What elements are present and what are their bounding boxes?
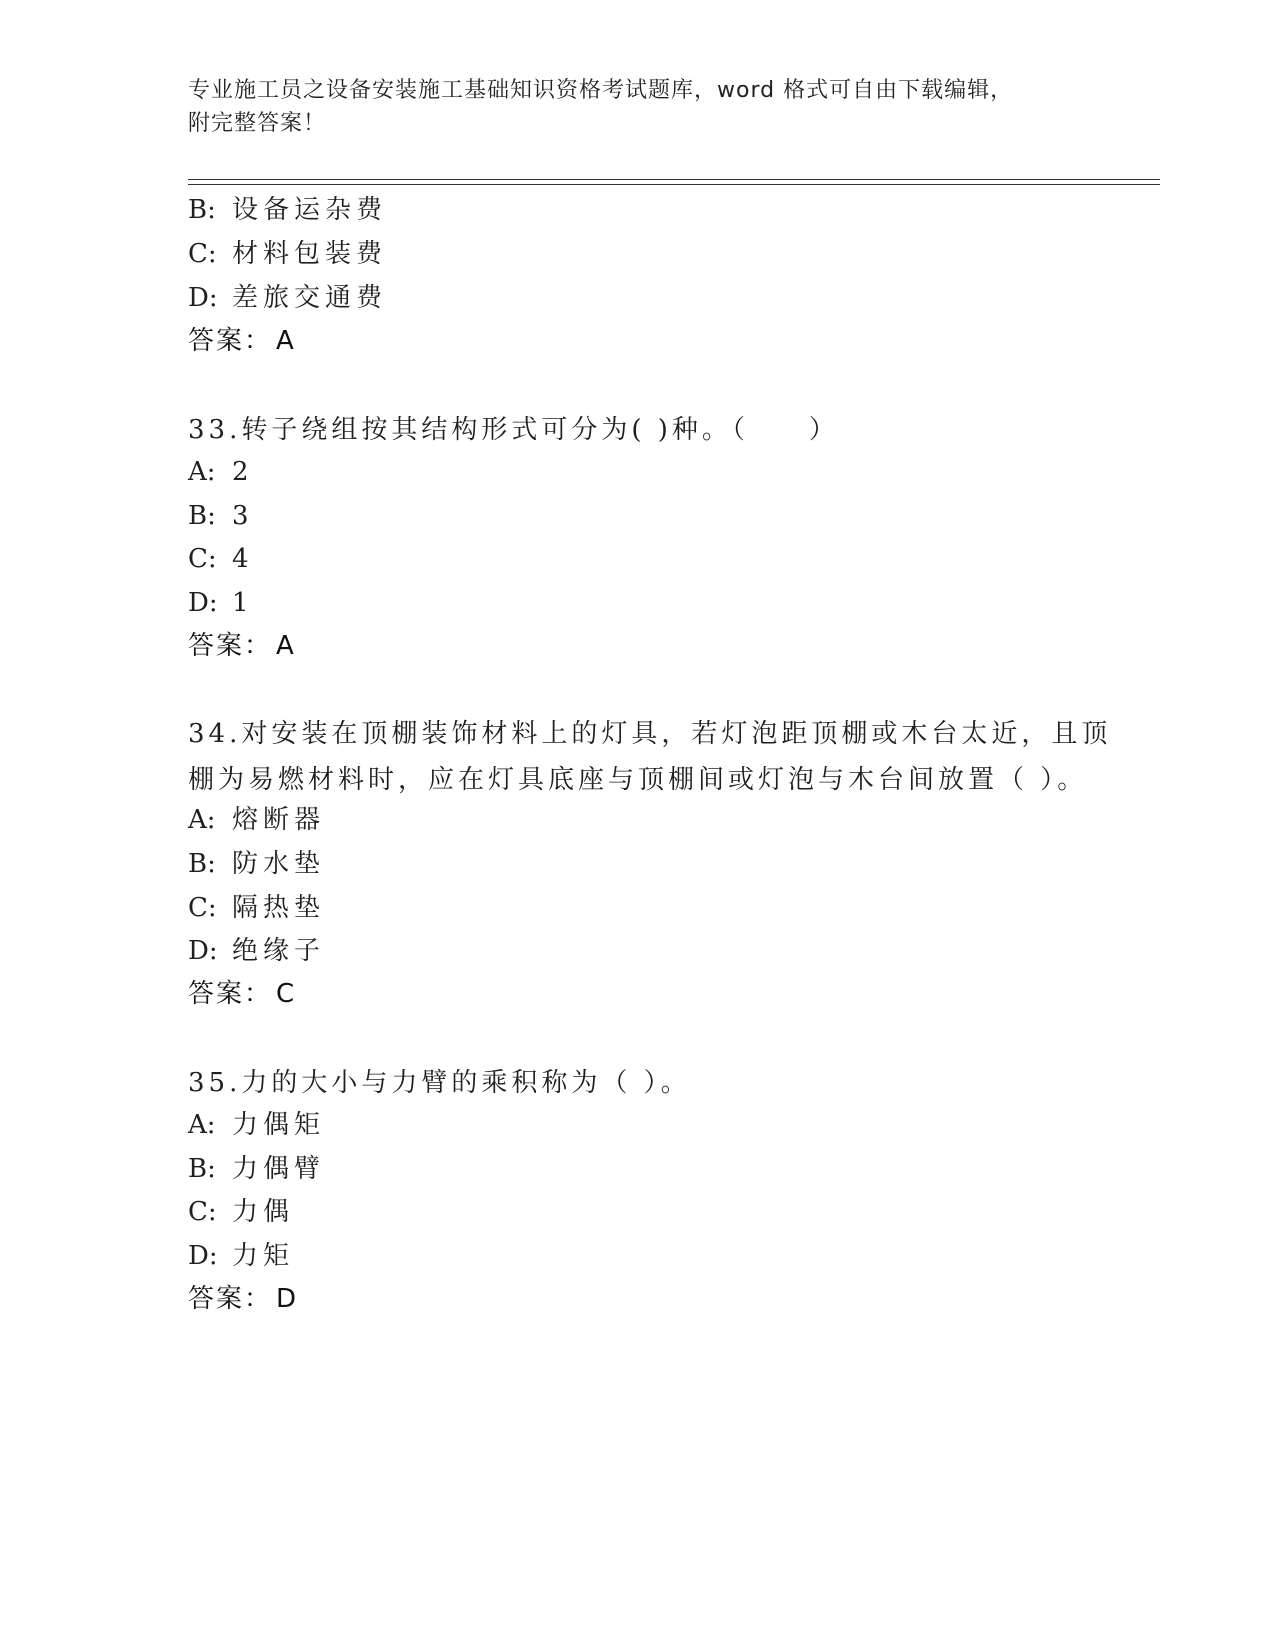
q34-stem-line-2: 棚为易燃材料时，应在灯具底座与顶棚间或灯泡与木台间放置（ ）。	[188, 765, 1088, 795]
header-line-1: 专业施工员之设备安装施工基础知识资格考试题库，word 格式可自由下载编辑，	[188, 78, 1014, 103]
q34-stem-line-1: 34.对安装在顶棚装饰材料上的灯具，若灯泡距顶棚或木台太近，且顶	[188, 719, 1112, 749]
q33-option-d	[188, 586, 254, 620]
option-label: B:	[188, 849, 216, 879]
option-text: 熔断器	[232, 805, 326, 835]
header-divider-top	[188, 179, 1160, 180]
answer-value: C	[276, 979, 295, 1009]
option-text: 2	[232, 457, 254, 487]
header-divider-bottom	[188, 184, 1160, 185]
q33-option-c	[188, 542, 254, 576]
answer-key: 答案：	[188, 631, 273, 661]
q35-stem: 35.力的大小与力臂的乘积称为（ ）。	[188, 1068, 691, 1098]
option-label: C:	[188, 1197, 217, 1227]
option-text: 隔热垫	[232, 893, 326, 923]
q35-option-b	[188, 1152, 325, 1186]
q33-answer	[188, 629, 294, 663]
header-line-2: 附完整答案！	[188, 111, 327, 136]
option-label: D:	[188, 283, 218, 313]
q34-option-b	[188, 847, 325, 881]
option-label: B:	[188, 195, 216, 225]
option-label: A:	[188, 805, 216, 835]
q32-option-b	[188, 193, 387, 227]
q32-option-d	[188, 281, 387, 315]
document-header	[188, 74, 1088, 140]
option-text: 力偶矩	[232, 1110, 326, 1140]
q35-answer	[188, 1282, 296, 1316]
q33-option-b	[188, 499, 254, 533]
option-label: B:	[188, 1154, 216, 1184]
answer-key: 答案：	[188, 979, 273, 1009]
option-text: 力偶臂	[232, 1154, 326, 1184]
q34-option-a	[188, 803, 325, 837]
option-label: D:	[188, 936, 218, 966]
q34-option-d	[188, 934, 325, 968]
option-text: 4	[232, 544, 254, 574]
option-text: 防水垫	[232, 849, 326, 879]
q33-stem: 33.转子绕组按其结构形式可分为( )种。（ ）	[188, 415, 839, 445]
answer-value: A	[276, 326, 294, 356]
option-text: 差旅交通费	[232, 283, 388, 313]
option-text: 设备运杂费	[232, 195, 388, 225]
option-label: D:	[188, 1241, 218, 1271]
q34-answer	[188, 977, 294, 1011]
option-text: 3	[232, 501, 254, 531]
answer-key: 答案：	[188, 326, 273, 356]
option-label: B:	[188, 501, 216, 531]
option-label: C:	[188, 544, 217, 574]
option-text: 力矩	[232, 1241, 295, 1271]
answer-value: D	[276, 1284, 297, 1314]
q32-option-c	[188, 237, 387, 271]
q33-option-a	[188, 455, 254, 489]
answer-value: A	[276, 631, 294, 661]
option-text: 绝缘子	[232, 936, 326, 966]
q35-option-c	[188, 1195, 294, 1229]
option-text: 力偶	[232, 1197, 295, 1227]
option-text: 材料包装费	[232, 239, 388, 269]
q35-option-d	[188, 1239, 294, 1273]
q35-option-a	[188, 1108, 325, 1142]
q34-option-c	[188, 891, 325, 925]
option-label: C:	[188, 893, 217, 923]
answer-key: 答案：	[188, 1284, 273, 1314]
option-label: A:	[188, 457, 216, 487]
option-label: A:	[188, 1110, 216, 1140]
option-label: D:	[188, 588, 218, 618]
option-text: 1	[232, 588, 254, 618]
option-label: C:	[188, 239, 217, 269]
q32-answer	[188, 324, 294, 358]
